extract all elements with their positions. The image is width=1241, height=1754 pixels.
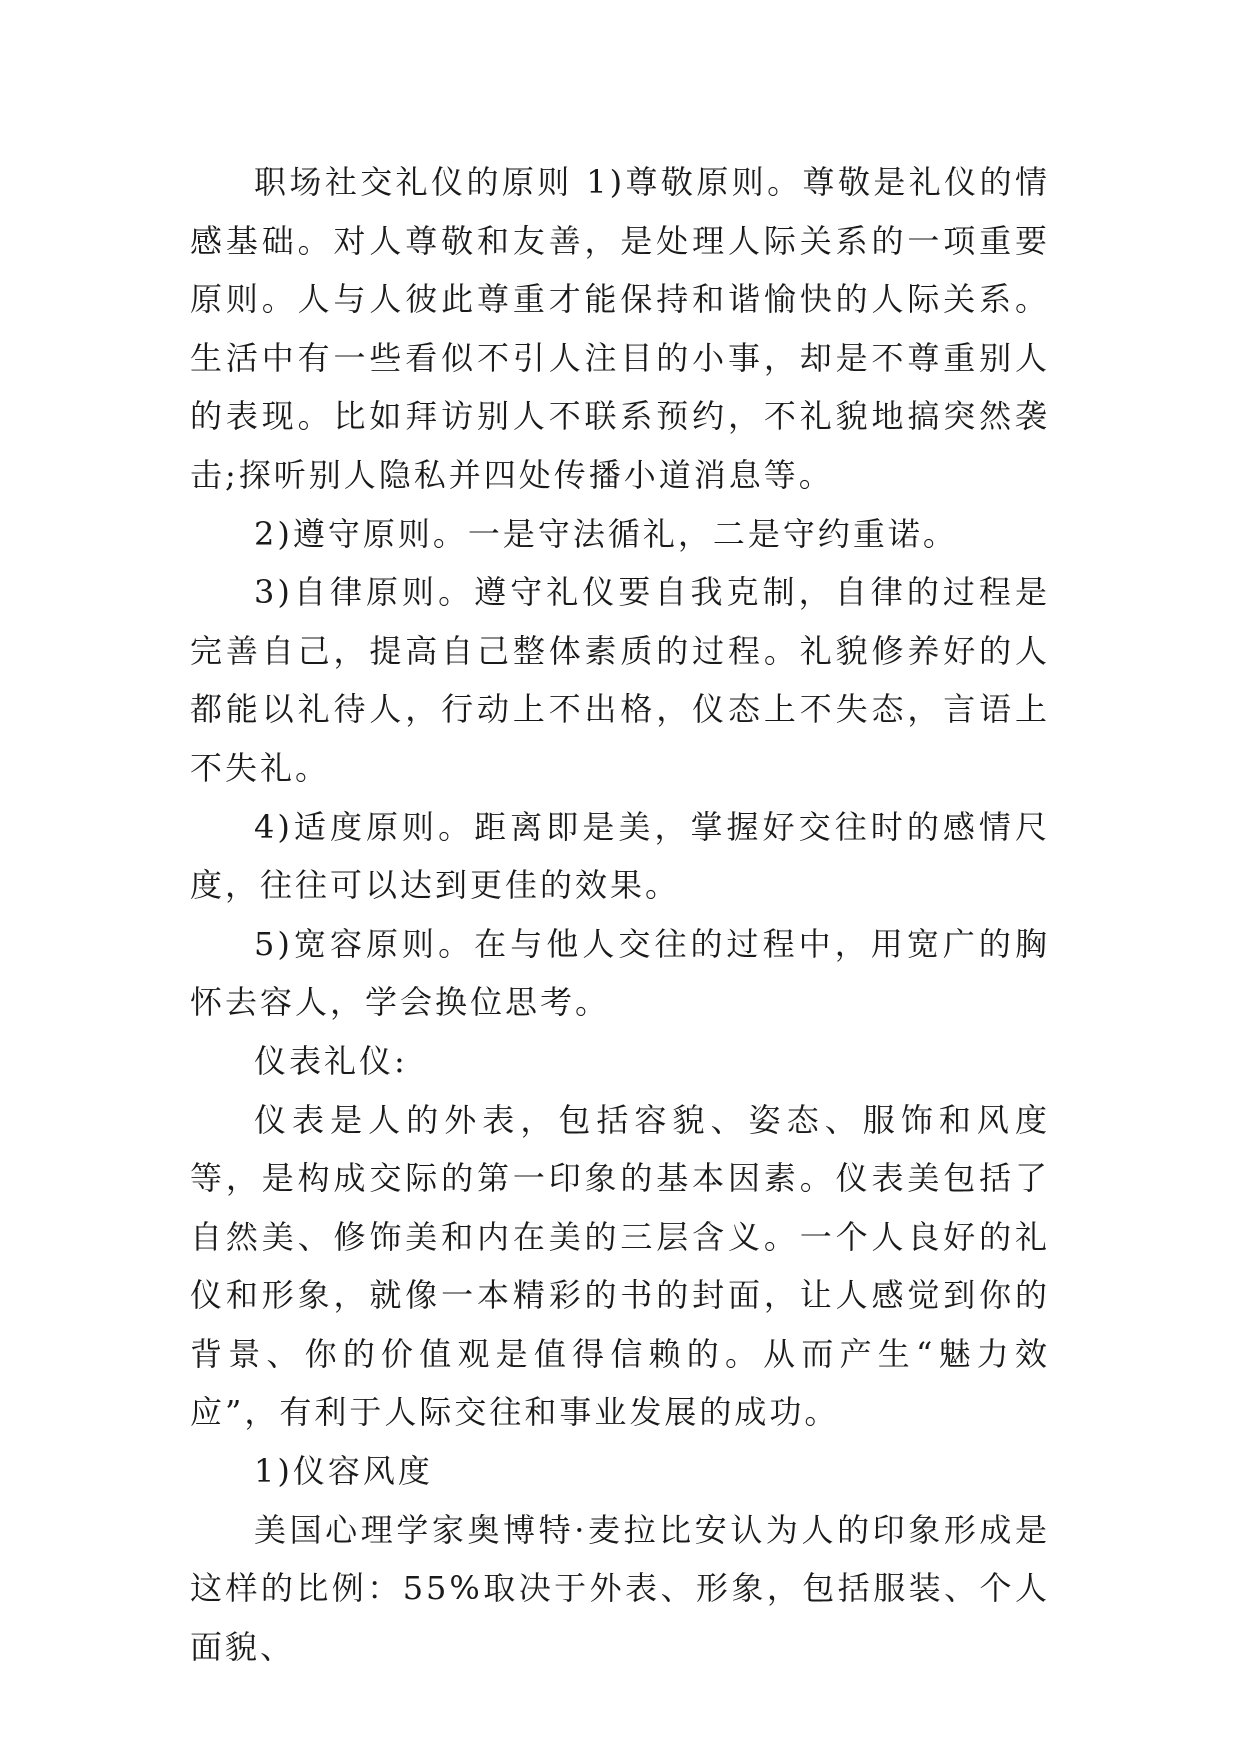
paragraph-principle-moderation: 4)适度原则。距离即是美，掌握好交往时的感情尺度，往往可以达到更佳的效果。 [190, 807, 1050, 905]
paragraph-appearance-description: 仪表是人的外表，包括容貌、姿态、服饰和风度等，是构成交际的第一印象的基本因素。仪表美包括了自然美、修饰美和内在美的三层含义。一个人良好的礼仪和形象，就像一本精彩的书的封面，让人感觉到你的背景、你的价值观是值得信赖的。从而产生“魅力效应”，有利于人际交往和事业发展的成功。 [190, 1100, 1050, 1432]
subheading-demeanor: 1)仪容风度 [254, 1452, 433, 1491]
paragraph-principle-tolerance: 5)宽容原则。在与他人交往的过程中，用宽广的胸怀去容人，学会换位思考。 [190, 924, 1050, 1022]
paragraph-principle-self-discipline: 3)自律原则。遵守礼仪要自我克制，自律的过程是完善自己，提高自己整体素质的过程。礼貌修养好的人都能以礼待人，行动上不出格，仪态上不失态，言语上不失礼。 [190, 573, 1050, 787]
paragraph-principle-compliance: 2)遵守原则。一是守法循礼，二是守约重诺。 [254, 514, 958, 553]
paragraph-mehrabian-ratio: 美国心理学家奥博特·麦拉比安认为人的印象形成是这样的比例：55%取决于外表、形象，包括服装、个人面貌、 [190, 1510, 1050, 1666]
paragraph-principles-respect: 职场社交礼仪的原则 1)尊敬原则。尊敬是礼仪的情感基础。对人尊敬和友善，是处理人际关系的一项重要原则。人与人彼此尊重才能保持和谐愉快的人际关系。生活中有一些看似不引人注目的小事，却是不尊重别人的表现。比如拜访别人不联系预约，不礼貌地搞突然袭击;探听别人隐私并四处传播小道消息等。 [190, 163, 1050, 494]
document-body [190, 153, 1050, 1676]
section-heading-appearance-etiquette: 仪表礼仪: [254, 1041, 408, 1080]
